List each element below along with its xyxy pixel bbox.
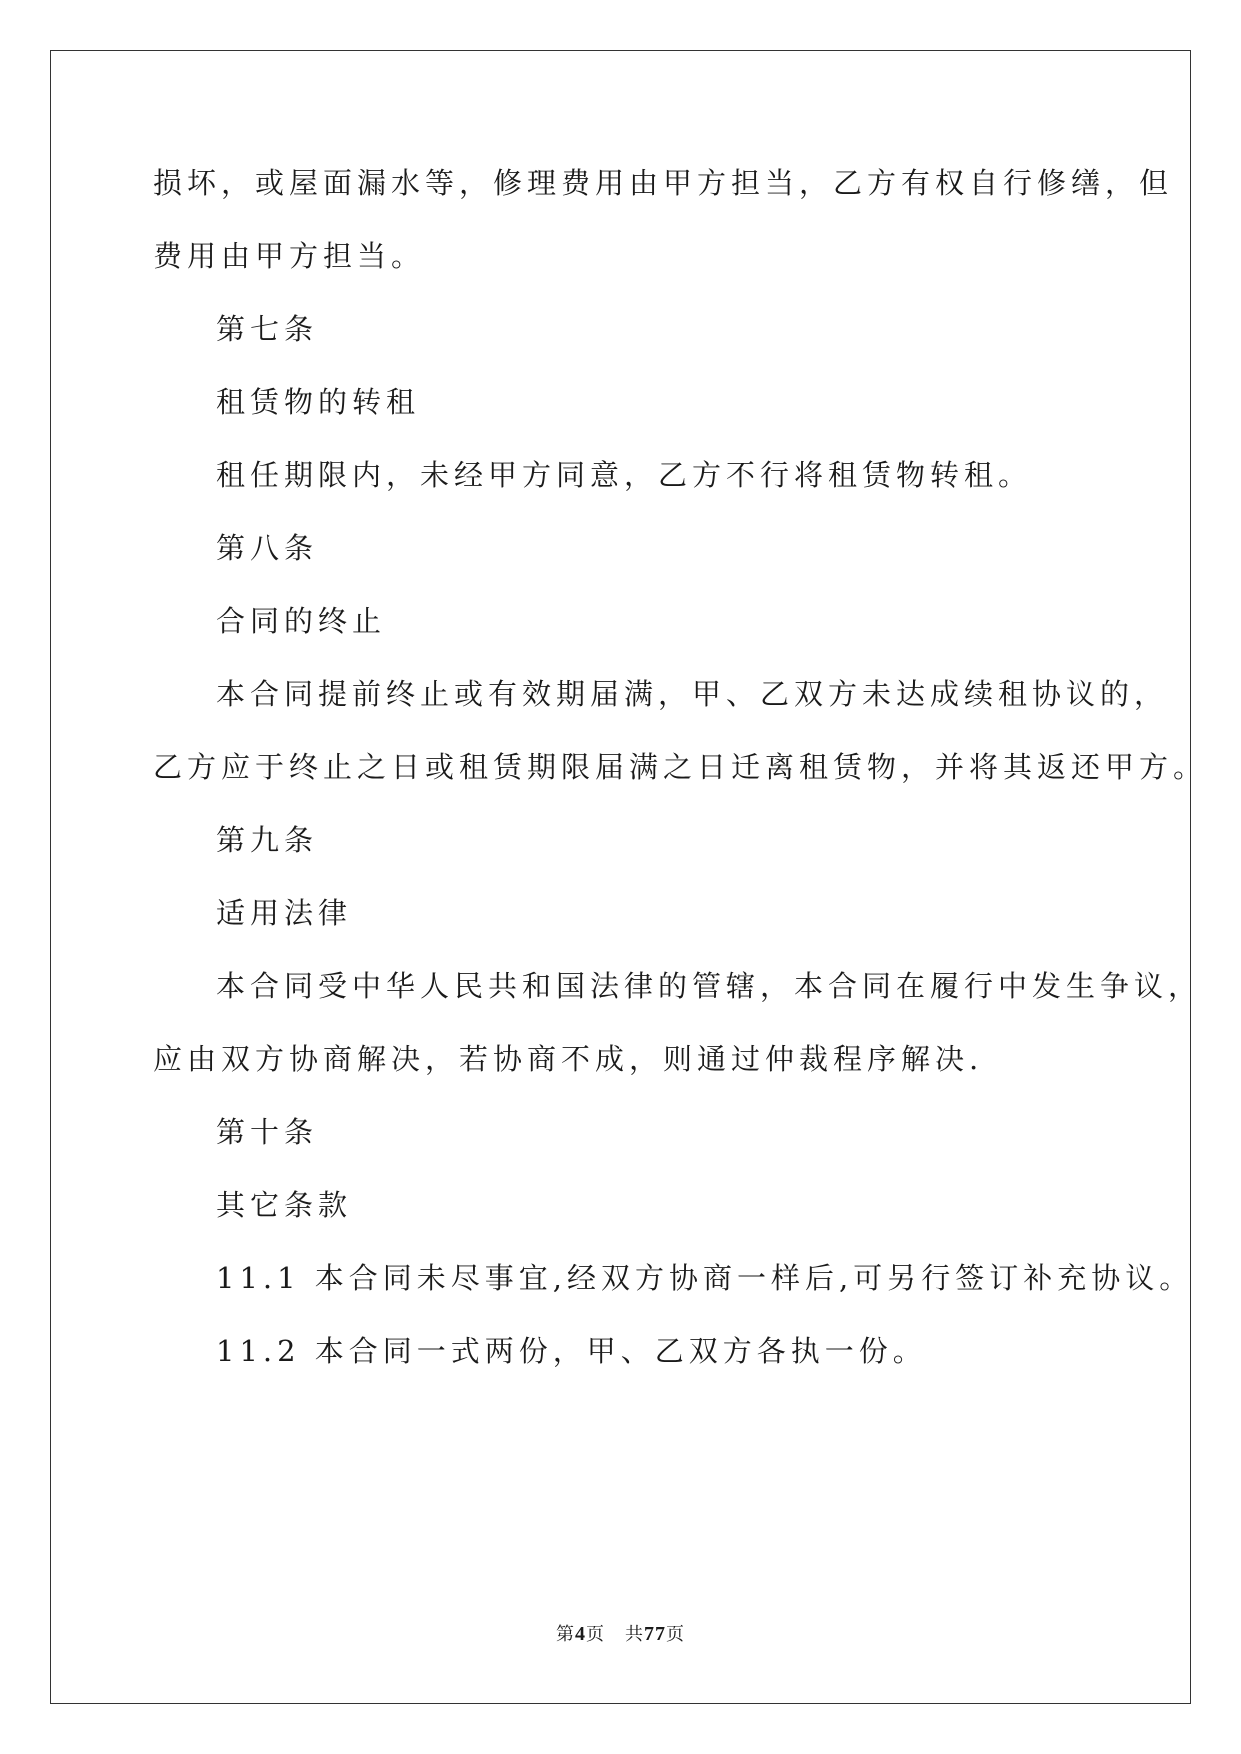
paragraph-line: 乙方应于终止之日或租赁期限届满之日迁离租赁物，并将其返还甲方。 bbox=[153, 750, 1208, 784]
section-heading: 第八条 bbox=[216, 531, 319, 565]
paragraph-line: 本合同受中华人民共和国法律的管辖，本合同在履行中发生争议， bbox=[216, 969, 1203, 1003]
section-heading: 第九条 bbox=[216, 823, 319, 857]
section-title: 租赁物的转租 bbox=[216, 385, 421, 419]
paragraph-line: 本合同提前终止或有效期届满，甲、乙双方未达成续租协议的， bbox=[216, 677, 1169, 711]
paragraph-line: 损坏，或屋面漏水等，修理费用由甲方担当，乙方有权自行修缮，但 bbox=[153, 166, 1174, 200]
total-prefix: 共 bbox=[625, 1624, 644, 1645]
page-footer bbox=[0, 1620, 1241, 1646]
paragraph-line: 费用由甲方担当。 bbox=[153, 239, 426, 273]
paragraph-line: 应由双方协商解决，若协商不成，则通过仲裁程序解决. bbox=[153, 1042, 984, 1076]
total-pages: 77 bbox=[644, 1623, 666, 1645]
total-suffix: 页 bbox=[666, 1624, 685, 1645]
section-heading: 第十条 bbox=[216, 1115, 319, 1149]
page-number: 4 bbox=[575, 1623, 586, 1645]
clause-line: 11.1 本合同未尽事宜,经双方协商一样后,可另行签订补充协议。 bbox=[216, 1261, 1194, 1295]
section-heading: 第七条 bbox=[216, 312, 319, 346]
clause-line: 11.2 本合同一式两份，甲、乙双方各执一份。 bbox=[216, 1334, 927, 1368]
section-title: 适用法律 bbox=[216, 896, 353, 930]
section-title: 合同的终止 bbox=[216, 604, 387, 638]
page-suffix: 页 bbox=[586, 1624, 605, 1645]
section-title: 其它条款 bbox=[216, 1188, 353, 1222]
paragraph-line: 租任期限内，未经甲方同意，乙方不行将租赁物转租。 bbox=[216, 458, 1033, 492]
page-border bbox=[50, 50, 1194, 1704]
page-prefix: 第 bbox=[556, 1624, 575, 1645]
